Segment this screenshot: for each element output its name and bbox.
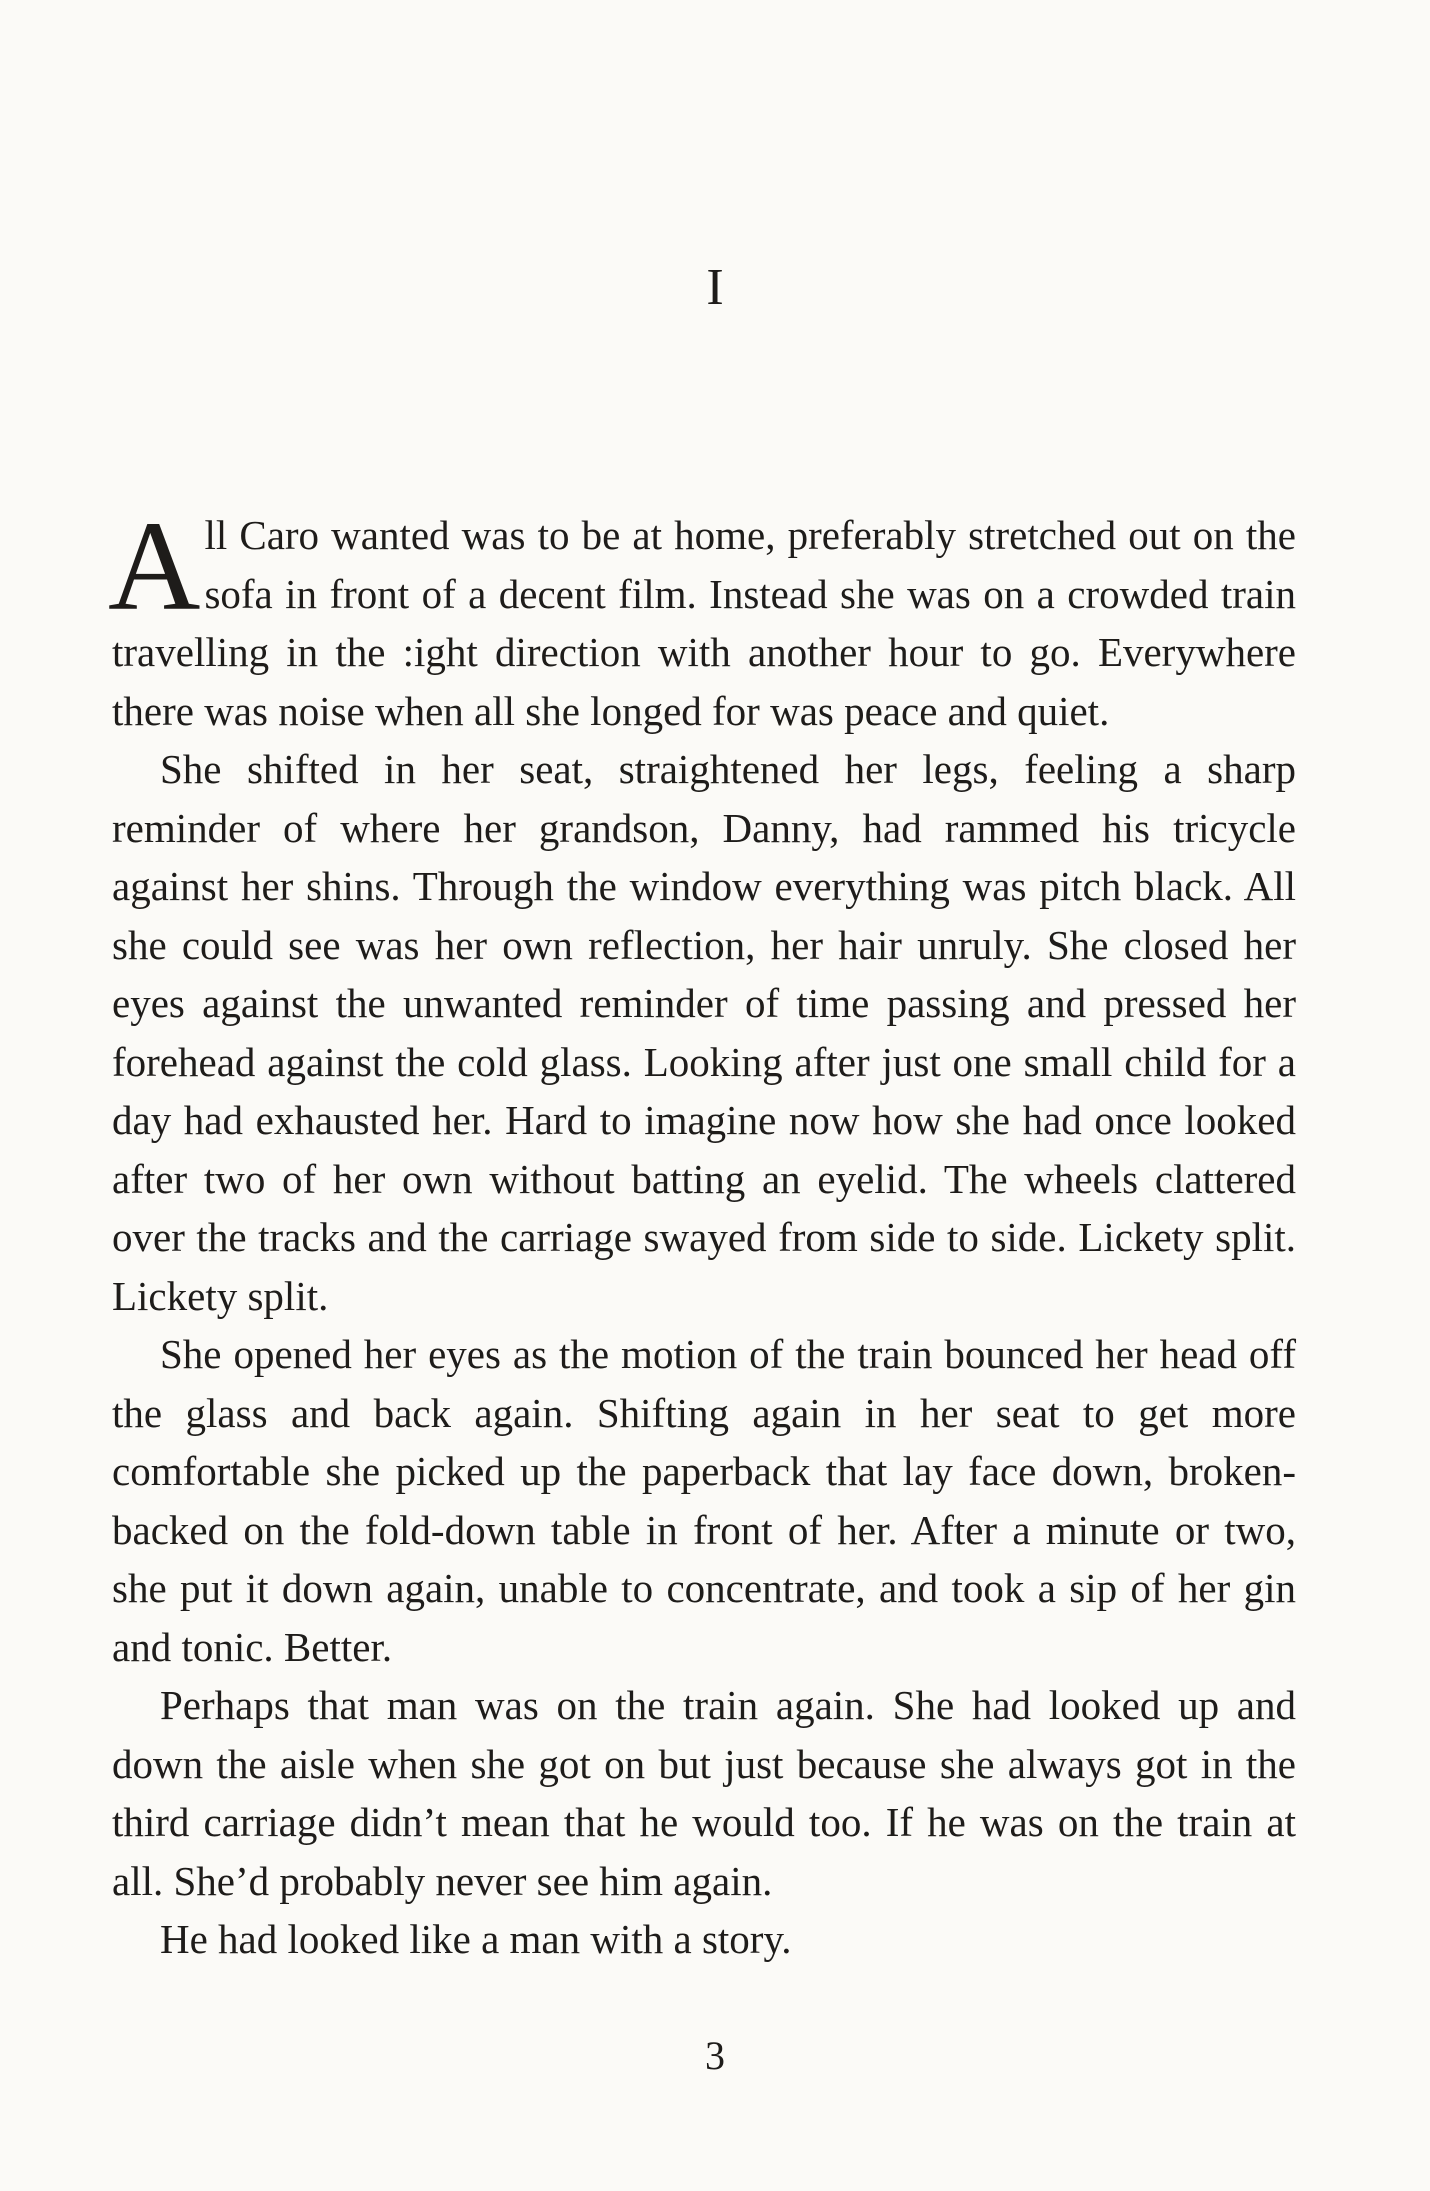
paragraph-opening [108, 495, 1296, 740]
paragraph: He had looked like a man with a story. [160, 1916, 792, 1962]
chapter-number: I [706, 259, 724, 316]
paragraph: She opened her eyes as the motion of the train bounced her head off the glass and back again. Shifting again in her seat to get more comfortable she picked up the paperback that lay face down, broken-backed on the fold-down table in front of her. After a minute or two, she put it down again, unable to concentrate, and took a sip of her gin and tonic. Better. [112, 1331, 1296, 1670]
paragraph: Perhaps that man was on the train again. She had looked up and down the aisle when she got on but just because she always got in the third carriage didn’t mean that he would too. If he was on the train at all. She’d probably never see him again. [112, 1682, 1296, 1904]
page-number: 3 [705, 2033, 725, 2078]
paragraph-text: ll Caro wanted was to be at home, preferably stretched out on the sofa in front of a decent film. Instead she was on a crowded train travelling in the :ight direction with another hour to go. Everywhere there was noise when all she longed for was peace and quiet. [112, 512, 1296, 734]
paragraph: She shifted in her seat, straightened her legs, feeling a sharp reminder of where her grandson, Danny, had rammed his tricycle against her shins. Through the window everything was pitch black. All she could see was her own reflection, her hair unruly. She closed her eyes against the unwanted reminder of time passing and pressed her forehead against the cold glass. Looking after just one small child for a day had exhausted her. Hard to imagine now how she had once looked after two of her own without batting an eyelid. The wheels clattered over the tracks and the carriage swayed from side to side. Lickety split. Lickety split. [112, 746, 1296, 1319]
drop-cap: A [108, 495, 201, 637]
body-text [108, 495, 1296, 1969]
